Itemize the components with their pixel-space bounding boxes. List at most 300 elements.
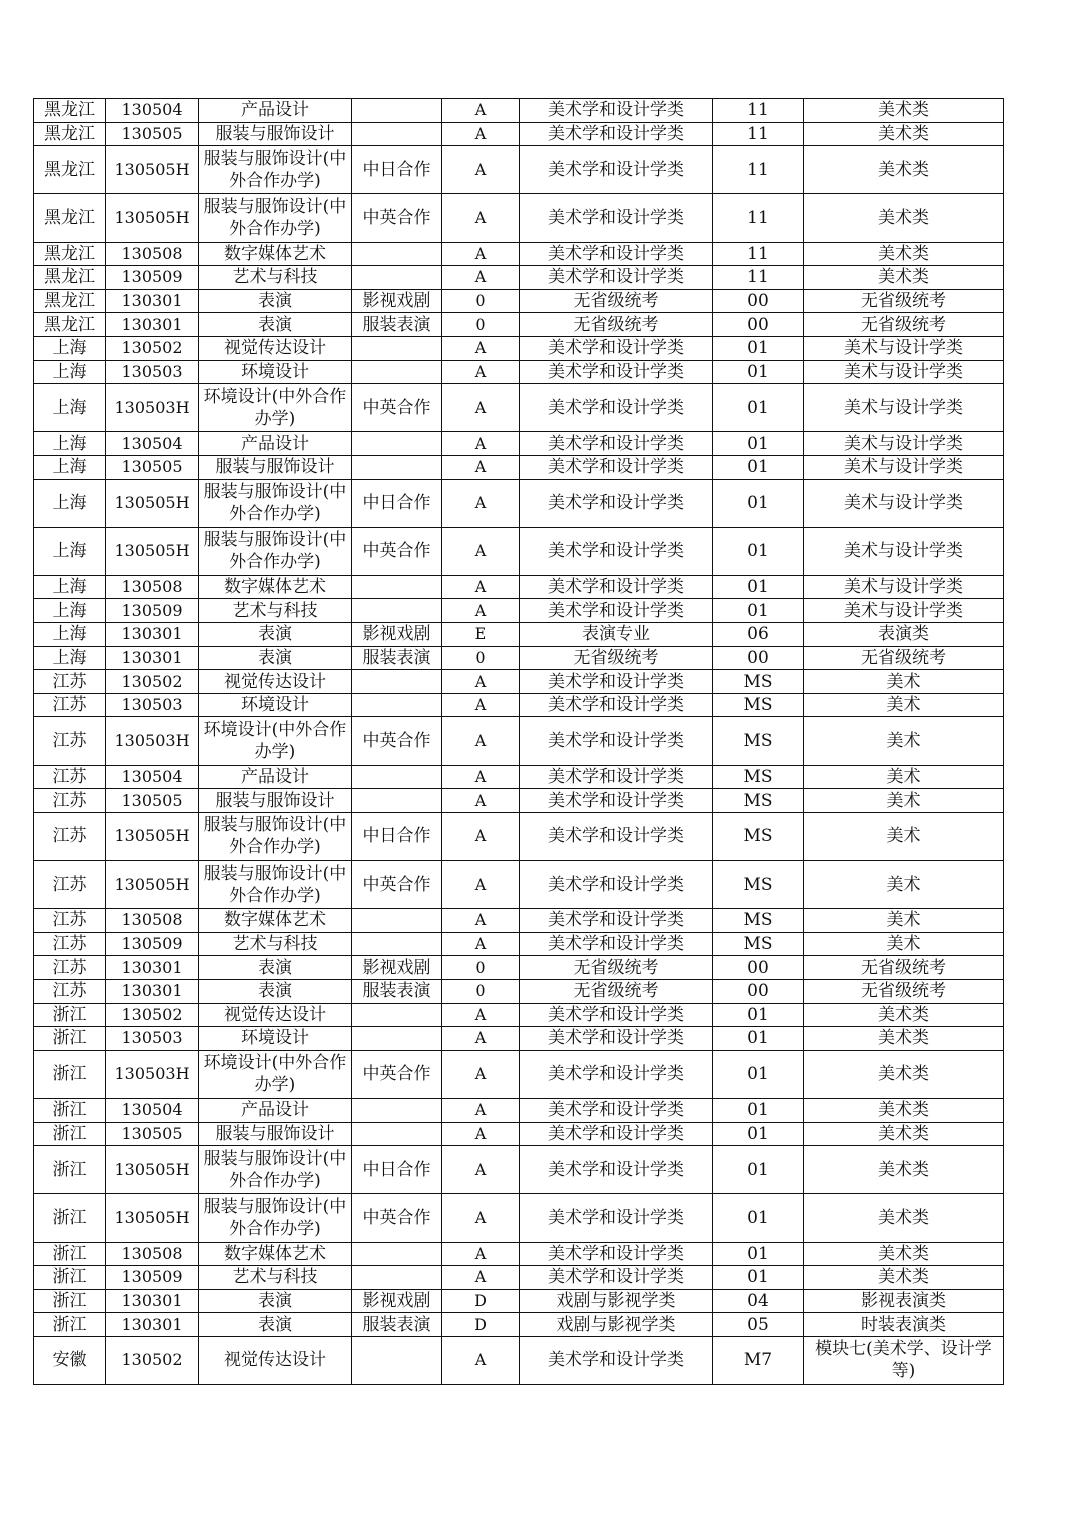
cell-exam_code: 00 [713,289,804,313]
cell-direction [352,455,442,479]
cell-category: 美术学和设计学类 [520,812,713,860]
cell-direction: 中英合作 [352,1194,442,1242]
cell-direction [352,693,442,717]
cell-direction: 中日合作 [352,479,442,527]
cell-category: 美术学和设计学类 [520,1242,713,1266]
cell-major: 环境设计(中外合作办学) [199,384,352,432]
cell-major: 服装与服饰设计(中外合作办学) [199,861,352,909]
cell-code: 130301 [106,1313,199,1337]
cell-major: 视觉传达设计 [199,1336,352,1384]
cell-category_code: 0 [442,956,520,980]
cell-code: 130509 [106,1266,199,1290]
table-row [34,455,1004,479]
cell-exam: 美术 [804,789,1004,813]
cell-province: 浙江 [34,1242,106,1266]
cell-category_code: A [442,432,520,456]
cell-code: 130505H [106,527,199,575]
cell-direction [352,789,442,813]
cell-category: 美术学和设计学类 [520,909,713,933]
cell-direction [352,336,442,360]
table-row [34,956,1004,980]
table-body [34,99,1004,1385]
cell-code: 130301 [106,313,199,337]
cell-province: 上海 [34,455,106,479]
cell-direction [352,909,442,933]
cell-major: 服装与服饰设计 [199,122,352,146]
cell-exam: 时装表演类 [804,1313,1004,1337]
cell-category_code: A [442,670,520,694]
cell-major: 表演 [199,979,352,1003]
cell-direction: 中英合作 [352,717,442,765]
cell-direction: 中日合作 [352,1146,442,1194]
cell-code: 130509 [106,266,199,290]
cell-province: 黑龙江 [34,194,106,242]
cell-major: 表演 [199,956,352,980]
cell-exam: 美术类 [804,1050,1004,1098]
cell-category_code: 0 [442,646,520,670]
cell-exam_code: 11 [713,242,804,266]
table-row [34,289,1004,313]
cell-category_code: A [442,1027,520,1051]
cell-category_code: A [442,1098,520,1122]
cell-category_code: D [442,1313,520,1337]
table-row [34,1027,1004,1051]
cell-code: 130503 [106,360,199,384]
table-row [34,432,1004,456]
cell-exam: 美术 [804,717,1004,765]
cell-major: 视觉传达设计 [199,336,352,360]
cell-exam: 影视表演类 [804,1289,1004,1313]
table-row [34,1336,1004,1384]
cell-code: 130502 [106,336,199,360]
cell-major: 服装与服饰设计 [199,1122,352,1146]
cell-province: 黑龙江 [34,289,106,313]
cell-code: 130505H [106,1146,199,1194]
cell-category: 美术学和设计学类 [520,360,713,384]
cell-province: 上海 [34,384,106,432]
cell-category_code: A [442,336,520,360]
cell-exam_code: 11 [713,146,804,194]
cell-category_code: A [442,1242,520,1266]
cell-exam: 美术 [804,812,1004,860]
table-row [34,122,1004,146]
cell-category: 美术学和设计学类 [520,455,713,479]
cell-direction: 中英合作 [352,384,442,432]
cell-exam_code: 01 [713,1266,804,1290]
cell-major: 视觉传达设计 [199,1003,352,1027]
cell-exam_code: MS [713,789,804,813]
cell-major: 艺术与科技 [199,599,352,623]
cell-category_code: A [442,1050,520,1098]
cell-province: 江苏 [34,765,106,789]
table-row [34,479,1004,527]
cell-province: 上海 [34,527,106,575]
cell-exam_code: 01 [713,432,804,456]
cell-category_code: A [442,1266,520,1290]
cell-major: 产品设计 [199,99,352,123]
table-row [34,1242,1004,1266]
cell-major: 表演 [199,1313,352,1337]
cell-category_code: A [442,146,520,194]
cell-major: 艺术与科技 [199,266,352,290]
cell-code: 130301 [106,623,199,647]
table-row [34,909,1004,933]
cell-exam: 美术类 [804,1194,1004,1242]
cell-province: 江苏 [34,670,106,694]
cell-category: 美术学和设计学类 [520,575,713,599]
cell-major: 表演 [199,313,352,337]
cell-direction [352,99,442,123]
cell-direction: 服装表演 [352,313,442,337]
cell-province: 黑龙江 [34,122,106,146]
cell-category: 美术学和设计学类 [520,670,713,694]
cell-category_code: A [442,765,520,789]
cell-code: 130509 [106,932,199,956]
cell-exam: 模块七(美术学、设计学等) [804,1336,1004,1384]
cell-code: 130503H [106,384,199,432]
cell-province: 江苏 [34,812,106,860]
cell-category_code: A [442,360,520,384]
cell-code: 130503H [106,717,199,765]
cell-exam_code: MS [713,932,804,956]
cell-code: 130505H [106,861,199,909]
table-row [34,670,1004,694]
cell-direction: 中英合作 [352,527,442,575]
cell-exam_code: 00 [713,956,804,980]
cell-category: 美术学和设计学类 [520,1098,713,1122]
cell-exam_code: 05 [713,1313,804,1337]
cell-province: 上海 [34,575,106,599]
cell-category: 美术学和设计学类 [520,717,713,765]
cell-major: 服装与服饰设计(中外合作办学) [199,194,352,242]
cell-category: 表演专业 [520,623,713,647]
cell-province: 江苏 [34,861,106,909]
cell-province: 江苏 [34,693,106,717]
cell-code: 130505 [106,455,199,479]
cell-exam_code: 11 [713,122,804,146]
cell-code: 130504 [106,765,199,789]
cell-exam: 美术与设计学类 [804,527,1004,575]
cell-exam: 美术类 [804,1122,1004,1146]
cell-category_code: A [442,693,520,717]
cell-category: 无省级统考 [520,646,713,670]
cell-category: 美术学和设计学类 [520,479,713,527]
cell-code: 130301 [106,1289,199,1313]
table-row [34,1003,1004,1027]
cell-province: 黑龙江 [34,99,106,123]
cell-province: 江苏 [34,909,106,933]
table-row [34,789,1004,813]
cell-exam_code: 01 [713,527,804,575]
cell-exam_code: 06 [713,623,804,647]
cell-exam_code: MS [713,861,804,909]
cell-exam_code: M7 [713,1336,804,1384]
cell-direction: 影视戏剧 [352,1289,442,1313]
cell-major: 环境设计 [199,1027,352,1051]
cell-exam: 无省级统考 [804,313,1004,337]
cell-province: 浙江 [34,1050,106,1098]
table-row [34,266,1004,290]
cell-code: 130504 [106,99,199,123]
cell-category_code: 0 [442,289,520,313]
cell-exam_code: 01 [713,1146,804,1194]
cell-direction [352,932,442,956]
cell-exam_code: MS [713,670,804,694]
cell-direction [352,1336,442,1384]
cell-category_code: A [442,1336,520,1384]
cell-exam: 美术类 [804,1027,1004,1051]
cell-exam_code: 11 [713,266,804,290]
cell-exam_code: MS [713,717,804,765]
cell-exam: 美术类 [804,1242,1004,1266]
cell-code: 130502 [106,1003,199,1027]
cell-province: 上海 [34,623,106,647]
cell-major: 环境设计(中外合作办学) [199,717,352,765]
cell-province: 江苏 [34,717,106,765]
cell-province: 浙江 [34,1003,106,1027]
cell-province: 浙江 [34,1098,106,1122]
table-row [34,336,1004,360]
cell-category_code: E [442,623,520,647]
cell-major: 服装与服饰设计(中外合作办学) [199,812,352,860]
cell-province: 江苏 [34,789,106,813]
cell-major: 服装与服饰设计(中外合作办学) [199,1194,352,1242]
cell-direction [352,670,442,694]
cell-exam: 美术类 [804,99,1004,123]
cell-direction [352,360,442,384]
cell-category_code: A [442,242,520,266]
cell-category: 美术学和设计学类 [520,765,713,789]
cell-code: 130505H [106,194,199,242]
cell-province: 黑龙江 [34,313,106,337]
cell-major: 艺术与科技 [199,932,352,956]
cell-code: 130503H [106,1050,199,1098]
cell-code: 130505H [106,812,199,860]
table-row [34,360,1004,384]
cell-major: 服装与服饰设计 [199,455,352,479]
cell-direction: 中英合作 [352,1050,442,1098]
cell-province: 江苏 [34,956,106,980]
cell-direction: 中日合作 [352,812,442,860]
cell-exam: 美术 [804,932,1004,956]
cell-exam_code: 01 [713,1003,804,1027]
cell-major: 服装与服饰设计 [199,789,352,813]
cell-major: 服装与服饰设计(中外合作办学) [199,146,352,194]
cell-major: 环境设计(中外合作办学) [199,1050,352,1098]
cell-exam: 美术类 [804,194,1004,242]
cell-province: 浙江 [34,1289,106,1313]
cell-direction [352,1027,442,1051]
cell-exam: 美术类 [804,1003,1004,1027]
table-row [34,717,1004,765]
table-row [34,99,1004,123]
cell-category: 美术学和设计学类 [520,266,713,290]
cell-major: 产品设计 [199,432,352,456]
table-row [34,146,1004,194]
cell-major: 服装与服饰设计(中外合作办学) [199,1146,352,1194]
cell-province: 江苏 [34,932,106,956]
table-row [34,527,1004,575]
cell-code: 130505H [106,1194,199,1242]
cell-exam_code: 01 [713,479,804,527]
cell-category: 美术学和设计学类 [520,242,713,266]
cell-major: 产品设计 [199,1098,352,1122]
cell-direction [352,432,442,456]
cell-category: 戏剧与影视学类 [520,1289,713,1313]
cell-category: 无省级统考 [520,289,713,313]
table-row [34,575,1004,599]
cell-category_code: A [442,455,520,479]
cell-major: 表演 [199,646,352,670]
cell-direction [352,1266,442,1290]
table-row [34,646,1004,670]
cell-code: 130508 [106,242,199,266]
cell-exam_code: 01 [713,336,804,360]
cell-category: 美术学和设计学类 [520,599,713,623]
cell-exam_code: 11 [713,194,804,242]
cell-exam: 美术类 [804,1098,1004,1122]
table-row [34,979,1004,1003]
table-row [34,1266,1004,1290]
cell-code: 130503 [106,1027,199,1051]
cell-exam: 美术 [804,909,1004,933]
cell-direction: 服装表演 [352,979,442,1003]
cell-exam_code: 00 [713,979,804,1003]
cell-category_code: A [442,479,520,527]
cell-major: 服装与服饰设计(中外合作办学) [199,527,352,575]
cell-direction [352,1242,442,1266]
cell-province: 浙江 [34,1122,106,1146]
table-row [34,861,1004,909]
cell-exam: 美术与设计学类 [804,599,1004,623]
cell-category_code: 0 [442,313,520,337]
cell-category_code: A [442,909,520,933]
table-row [34,765,1004,789]
cell-category: 美术学和设计学类 [520,1122,713,1146]
cell-category: 美术学和设计学类 [520,194,713,242]
cell-exam_code: 01 [713,1242,804,1266]
cell-major: 数字媒体艺术 [199,575,352,599]
cell-exam: 美术类 [804,146,1004,194]
cell-category: 美术学和设计学类 [520,384,713,432]
cell-exam_code: 04 [713,1289,804,1313]
cell-category_code: A [442,1194,520,1242]
cell-category: 美术学和设计学类 [520,1336,713,1384]
table-row [34,599,1004,623]
cell-direction: 中日合作 [352,146,442,194]
table-row [34,242,1004,266]
cell-province: 浙江 [34,1027,106,1051]
cell-code: 130301 [106,956,199,980]
cell-major: 视觉传达设计 [199,670,352,694]
cell-exam_code: 01 [713,1050,804,1098]
cell-exam_code: 01 [713,360,804,384]
cell-major: 环境设计 [199,693,352,717]
cell-code: 130301 [106,646,199,670]
cell-exam_code: 01 [713,384,804,432]
cell-province: 浙江 [34,1194,106,1242]
cell-province: 上海 [34,646,106,670]
table-row [34,194,1004,242]
cell-code: 130502 [106,670,199,694]
cell-exam: 无省级统考 [804,979,1004,1003]
data-table [33,98,1004,1385]
cell-category_code: A [442,932,520,956]
cell-major: 环境设计 [199,360,352,384]
cell-major: 数字媒体艺术 [199,242,352,266]
table-row [34,1098,1004,1122]
cell-exam: 表演类 [804,623,1004,647]
cell-exam: 无省级统考 [804,289,1004,313]
cell-province: 浙江 [34,1313,106,1337]
cell-major: 数字媒体艺术 [199,909,352,933]
table-row [34,1194,1004,1242]
cell-direction [352,1003,442,1027]
cell-category_code: A [442,122,520,146]
cell-major: 服装与服饰设计(中外合作办学) [199,479,352,527]
cell-category_code: A [442,861,520,909]
cell-category: 美术学和设计学类 [520,1027,713,1051]
table-row [34,1122,1004,1146]
cell-major: 表演 [199,1289,352,1313]
cell-category: 美术学和设计学类 [520,693,713,717]
cell-province: 上海 [34,336,106,360]
cell-code: 130504 [106,432,199,456]
cell-exam_code: MS [713,909,804,933]
cell-category: 无省级统考 [520,956,713,980]
cell-exam_code: 11 [713,99,804,123]
cell-direction: 影视戏剧 [352,956,442,980]
cell-category: 无省级统考 [520,979,713,1003]
cell-code: 130505 [106,789,199,813]
cell-category: 美术学和设计学类 [520,336,713,360]
cell-exam_code: 00 [713,646,804,670]
cell-code: 130502 [106,1336,199,1384]
cell-exam_code: 01 [713,1122,804,1146]
cell-exam: 美术类 [804,266,1004,290]
cell-major: 艺术与科技 [199,1266,352,1290]
cell-exam: 美术与设计学类 [804,432,1004,456]
cell-category: 美术学和设计学类 [520,1266,713,1290]
cell-category_code: A [442,717,520,765]
cell-exam_code: 01 [713,1098,804,1122]
cell-category_code: D [442,1289,520,1313]
cell-exam: 美术与设计学类 [804,336,1004,360]
cell-direction [352,1122,442,1146]
cell-direction [352,599,442,623]
cell-province: 上海 [34,360,106,384]
cell-code: 130509 [106,599,199,623]
cell-exam: 美术类 [804,122,1004,146]
cell-direction [352,765,442,789]
cell-direction: 影视戏剧 [352,623,442,647]
cell-exam: 美术类 [804,1146,1004,1194]
cell-direction [352,242,442,266]
cell-code: 130505 [106,122,199,146]
cell-province: 安徽 [34,1336,106,1384]
cell-category_code: A [442,194,520,242]
cell-direction: 中英合作 [352,194,442,242]
cell-category_code: A [442,812,520,860]
cell-code: 130508 [106,575,199,599]
cell-province: 上海 [34,432,106,456]
cell-category: 美术学和设计学类 [520,122,713,146]
cell-exam_code: MS [713,693,804,717]
cell-code: 130503 [106,693,199,717]
cell-direction [352,575,442,599]
cell-province: 上海 [34,599,106,623]
cell-province: 黑龙江 [34,146,106,194]
